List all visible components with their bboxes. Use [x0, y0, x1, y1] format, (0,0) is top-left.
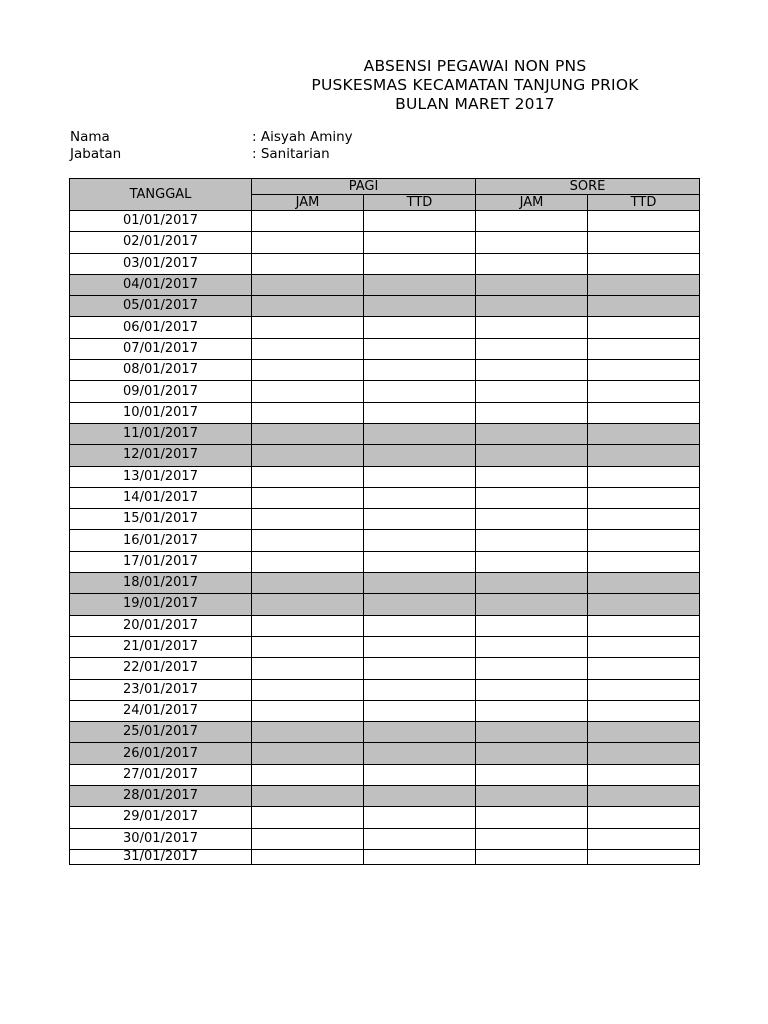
sore-jam-cell: [476, 551, 588, 572]
sore-ttd-cell: [588, 828, 700, 849]
table-row: [70, 807, 700, 828]
attendance-table-body: [70, 211, 700, 865]
pagi-ttd-cell: [364, 615, 476, 636]
sore-jam-cell: [476, 423, 588, 444]
sore-jam-cell: [476, 445, 588, 466]
pagi-jam-cell: [252, 487, 364, 508]
sore-jam-cell: [476, 381, 588, 402]
table-row: [70, 466, 700, 487]
table-row: [70, 509, 700, 530]
header-tanggal: TANGGAL: [70, 179, 252, 211]
pagi-jam-cell: [252, 317, 364, 338]
table-row: [70, 296, 700, 317]
pagi-ttd-cell: [364, 253, 476, 274]
pagi-ttd-cell: [364, 679, 476, 700]
pagi-jam-cell: [252, 700, 364, 721]
pagi-jam-cell: [252, 615, 364, 636]
date-cell: 25/01/2017: [70, 722, 252, 743]
sore-ttd-cell: [588, 274, 700, 295]
sore-jam-cell: [476, 253, 588, 274]
sore-ttd-cell: [588, 232, 700, 253]
pagi-ttd-cell: [364, 551, 476, 572]
sore-jam-cell: [476, 274, 588, 295]
sore-ttd-cell: [588, 594, 700, 615]
sore-jam-cell: [476, 786, 588, 807]
pagi-jam-cell: [252, 338, 364, 359]
table-row: [70, 615, 700, 636]
date-cell: 22/01/2017: [70, 658, 252, 679]
nama-value: : Aisyah Aminy: [252, 129, 353, 145]
jabatan-label: Jabatan: [70, 146, 122, 162]
date-cell: 27/01/2017: [70, 764, 252, 785]
date-cell: 30/01/2017: [70, 828, 252, 849]
pagi-jam-cell: [252, 274, 364, 295]
table-row: [70, 211, 700, 232]
sore-ttd-cell: [588, 636, 700, 657]
sore-ttd-cell: [588, 551, 700, 572]
pagi-jam-cell: [252, 530, 364, 551]
sore-jam-cell: [476, 594, 588, 615]
pagi-ttd-cell: [364, 274, 476, 295]
header-pagi-jam: JAM: [252, 195, 364, 211]
sore-jam-cell: [476, 764, 588, 785]
sore-ttd-cell: [588, 338, 700, 359]
date-cell: 05/01/2017: [70, 296, 252, 317]
pagi-ttd-cell: [364, 338, 476, 359]
pagi-ttd-cell: [364, 786, 476, 807]
sore-jam-cell: [476, 211, 588, 232]
pagi-ttd-cell: [364, 807, 476, 828]
table-row: [70, 700, 700, 721]
table-row: [70, 679, 700, 700]
date-cell: 08/01/2017: [70, 360, 252, 381]
sore-ttd-cell: [588, 381, 700, 402]
sore-jam-cell: [476, 573, 588, 594]
pagi-ttd-cell: [364, 296, 476, 317]
pagi-ttd-cell: [364, 764, 476, 785]
date-cell: 17/01/2017: [70, 551, 252, 572]
title-line-1: ABSENSI PEGAWAI NON PNS: [363, 57, 587, 75]
pagi-jam-cell: [252, 445, 364, 466]
title-line-2: PUSKESMAS KECAMATAN TANJUNG PRIOK: [311, 76, 639, 94]
pagi-ttd-cell: [364, 828, 476, 849]
table-row: [70, 360, 700, 381]
sore-jam-cell: [476, 807, 588, 828]
pagi-ttd-cell: [364, 573, 476, 594]
pagi-jam-cell: [252, 466, 364, 487]
sore-ttd-cell: [588, 317, 700, 338]
sore-jam-cell: [476, 615, 588, 636]
table-row: [70, 423, 700, 444]
sore-jam-cell: [476, 360, 588, 381]
table-row: [70, 551, 700, 572]
attendance-table-header: [70, 179, 700, 211]
sore-jam-cell: [476, 530, 588, 551]
sore-ttd-cell: [588, 360, 700, 381]
sore-ttd-cell: [588, 402, 700, 423]
date-cell: 29/01/2017: [70, 807, 252, 828]
table-row: [70, 573, 700, 594]
sore-jam-cell: [476, 402, 588, 423]
date-cell: 01/01/2017: [70, 211, 252, 232]
pagi-ttd-cell: [364, 722, 476, 743]
sore-jam-cell: [476, 679, 588, 700]
pagi-jam-cell: [252, 807, 364, 828]
sore-ttd-cell: [588, 296, 700, 317]
sore-ttd-cell: [588, 807, 700, 828]
sore-ttd-cell: [588, 573, 700, 594]
table-row: [70, 253, 700, 274]
pagi-jam-cell: [252, 232, 364, 253]
date-cell: 02/01/2017: [70, 232, 252, 253]
sore-jam-cell: [476, 849, 588, 864]
sore-ttd-cell: [588, 700, 700, 721]
pagi-ttd-cell: [364, 317, 476, 338]
sore-ttd-cell: [588, 679, 700, 700]
date-cell: 09/01/2017: [70, 381, 252, 402]
date-cell: 24/01/2017: [70, 700, 252, 721]
pagi-jam-cell: [252, 573, 364, 594]
sore-ttd-cell: [588, 253, 700, 274]
sore-ttd-cell: [588, 786, 700, 807]
pagi-jam-cell: [252, 594, 364, 615]
sore-ttd-cell: [588, 658, 700, 679]
pagi-jam-cell: [252, 381, 364, 402]
table-row: [70, 828, 700, 849]
date-cell: 28/01/2017: [70, 786, 252, 807]
table-row: [70, 402, 700, 423]
pagi-ttd-cell: [364, 594, 476, 615]
table-row: [70, 338, 700, 359]
date-cell: 06/01/2017: [70, 317, 252, 338]
pagi-ttd-cell: [364, 658, 476, 679]
sore-jam-cell: [476, 509, 588, 530]
pagi-jam-cell: [252, 360, 364, 381]
sore-jam-cell: [476, 296, 588, 317]
table-row: [70, 530, 700, 551]
sore-jam-cell: [476, 338, 588, 359]
pagi-jam-cell: [252, 658, 364, 679]
sore-jam-cell: [476, 722, 588, 743]
sore-jam-cell: [476, 466, 588, 487]
header-sore-jam: JAM: [476, 195, 588, 211]
pagi-jam-cell: [252, 211, 364, 232]
pagi-jam-cell: [252, 509, 364, 530]
header-sore: SORE: [476, 179, 700, 195]
pagi-jam-cell: [252, 786, 364, 807]
table-row: [70, 722, 700, 743]
jabatan-value: : Sanitarian: [252, 146, 330, 162]
attendance-table: [69, 178, 700, 865]
pagi-ttd-cell: [364, 509, 476, 530]
table-row: [70, 274, 700, 295]
pagi-ttd-cell: [364, 700, 476, 721]
sore-ttd-cell: [588, 423, 700, 444]
sore-jam-cell: [476, 317, 588, 338]
table-row: [70, 764, 700, 785]
pagi-jam-cell: [252, 679, 364, 700]
sore-ttd-cell: [588, 487, 700, 508]
nama-label: Nama: [70, 129, 110, 145]
pagi-ttd-cell: [364, 360, 476, 381]
sore-jam-cell: [476, 743, 588, 764]
date-cell: 04/01/2017: [70, 274, 252, 295]
pagi-jam-cell: [252, 551, 364, 572]
sore-ttd-cell: [588, 615, 700, 636]
date-cell: 26/01/2017: [70, 743, 252, 764]
sore-ttd-cell: [588, 509, 700, 530]
pagi-ttd-cell: [364, 211, 476, 232]
table-row: [70, 594, 700, 615]
date-cell: 31/01/2017: [70, 849, 252, 864]
table-row: [70, 849, 700, 864]
date-cell: 03/01/2017: [70, 253, 252, 274]
date-cell: 18/01/2017: [70, 573, 252, 594]
date-cell: 20/01/2017: [70, 615, 252, 636]
sore-jam-cell: [476, 232, 588, 253]
pagi-ttd-cell: [364, 636, 476, 657]
pagi-jam-cell: [252, 402, 364, 423]
header-sore-ttd: TTD: [588, 195, 700, 211]
pagi-jam-cell: [252, 722, 364, 743]
date-cell: 16/01/2017: [70, 530, 252, 551]
sore-ttd-cell: [588, 530, 700, 551]
table-row: [70, 743, 700, 764]
sore-ttd-cell: [588, 722, 700, 743]
pagi-jam-cell: [252, 423, 364, 444]
table-row: [70, 317, 700, 338]
pagi-ttd-cell: [364, 530, 476, 551]
sore-jam-cell: [476, 828, 588, 849]
date-cell: 12/01/2017: [70, 445, 252, 466]
sore-jam-cell: [476, 487, 588, 508]
date-cell: 11/01/2017: [70, 423, 252, 444]
pagi-ttd-cell: [364, 381, 476, 402]
document-title: [250, 57, 700, 114]
date-cell: 19/01/2017: [70, 594, 252, 615]
pagi-jam-cell: [252, 849, 364, 864]
sore-ttd-cell: [588, 445, 700, 466]
sore-ttd-cell: [588, 211, 700, 232]
pagi-jam-cell: [252, 743, 364, 764]
sore-jam-cell: [476, 658, 588, 679]
sore-ttd-cell: [588, 849, 700, 864]
date-cell: 21/01/2017: [70, 636, 252, 657]
table-row: [70, 636, 700, 657]
header-pagi: PAGI: [252, 179, 476, 195]
pagi-ttd-cell: [364, 232, 476, 253]
sore-jam-cell: [476, 700, 588, 721]
table-row: [70, 487, 700, 508]
pagi-jam-cell: [252, 253, 364, 274]
date-cell: 10/01/2017: [70, 402, 252, 423]
pagi-ttd-cell: [364, 743, 476, 764]
pagi-ttd-cell: [364, 849, 476, 864]
header-pagi-ttd: TTD: [364, 195, 476, 211]
sore-ttd-cell: [588, 466, 700, 487]
sore-ttd-cell: [588, 764, 700, 785]
pagi-jam-cell: [252, 296, 364, 317]
sore-jam-cell: [476, 636, 588, 657]
sore-ttd-cell: [588, 743, 700, 764]
pagi-ttd-cell: [364, 423, 476, 444]
date-cell: 23/01/2017: [70, 679, 252, 700]
pagi-jam-cell: [252, 828, 364, 849]
pagi-ttd-cell: [364, 466, 476, 487]
table-row: [70, 786, 700, 807]
pagi-ttd-cell: [364, 402, 476, 423]
pagi-ttd-cell: [364, 445, 476, 466]
pagi-jam-cell: [252, 636, 364, 657]
date-cell: 15/01/2017: [70, 509, 252, 530]
pagi-jam-cell: [252, 764, 364, 785]
date-cell: 07/01/2017: [70, 338, 252, 359]
table-row: [70, 658, 700, 679]
title-line-3: BULAN MARET 2017: [395, 95, 555, 113]
table-row: [70, 232, 700, 253]
pagi-ttd-cell: [364, 487, 476, 508]
table-row: [70, 445, 700, 466]
date-cell: 13/01/2017: [70, 466, 252, 487]
table-row: [70, 381, 700, 402]
date-cell: 14/01/2017: [70, 487, 252, 508]
